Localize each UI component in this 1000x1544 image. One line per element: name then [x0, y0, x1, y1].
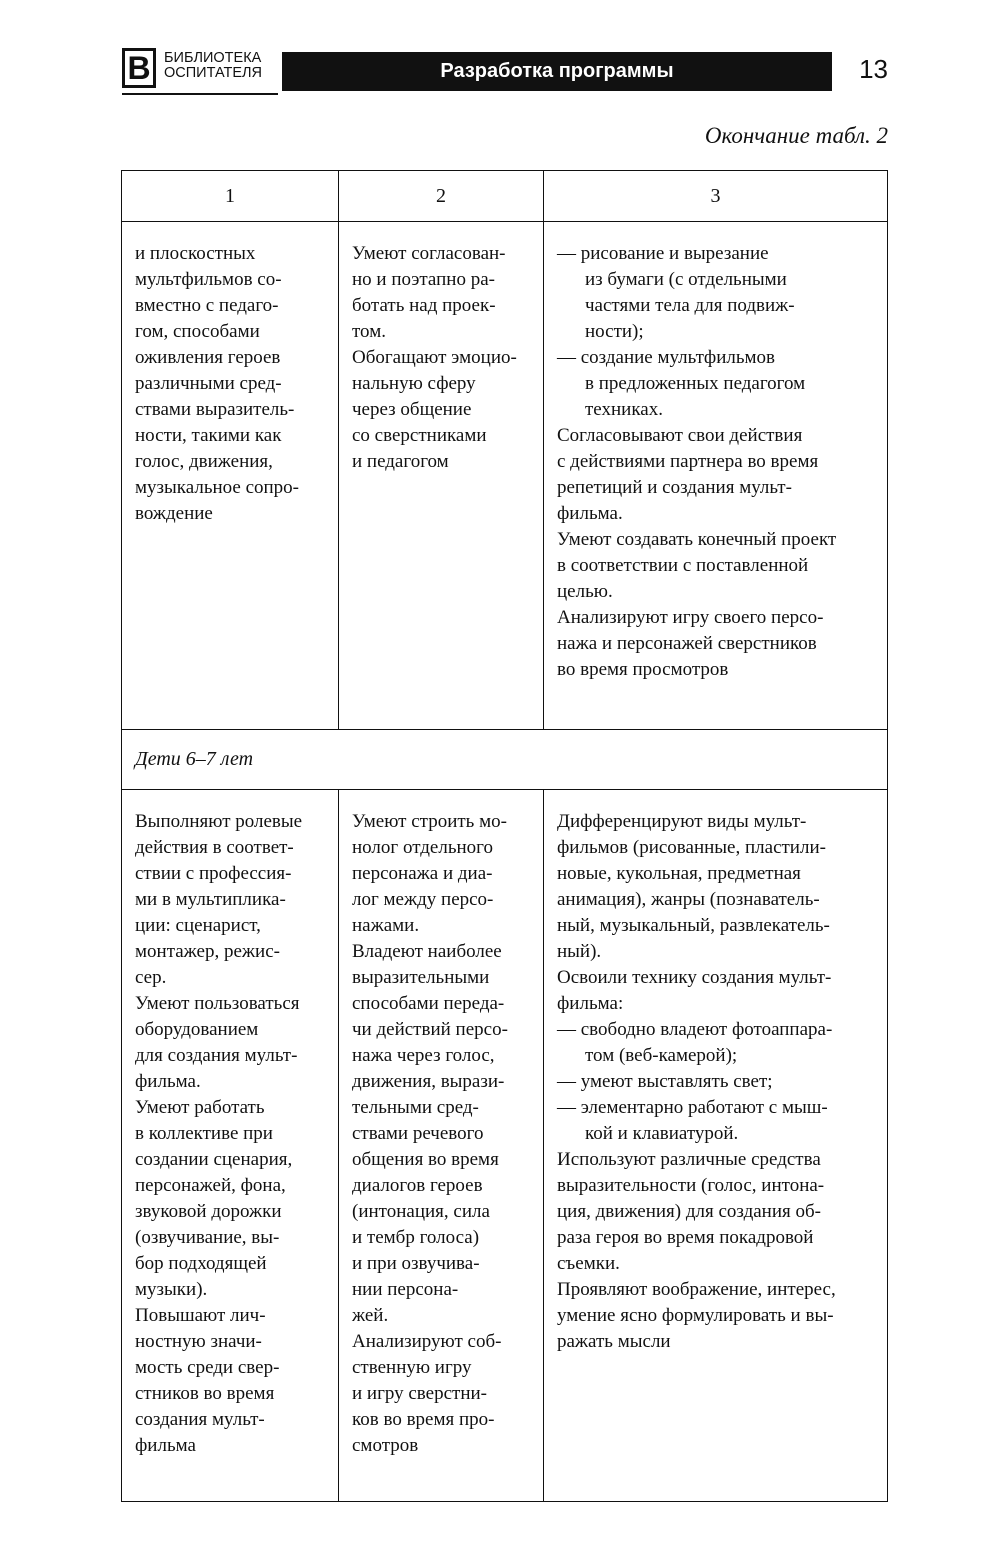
cell-text-line: лог между персо-: [352, 889, 494, 910]
table-row: [122, 222, 888, 730]
cell-text-line: — рисование и вырезание: [557, 243, 769, 264]
cell-text-line: голос, движения,: [135, 451, 273, 472]
table-cell: [339, 222, 544, 730]
cell-text-line: Выполняют ролевые: [135, 811, 303, 832]
cell-text-line: новые, кукольная, предметная: [557, 863, 801, 884]
cell-text-line: — создание мультфильмов: [557, 347, 775, 368]
column-header-3: 3: [544, 171, 888, 222]
section-title: Разработка программы: [440, 60, 674, 82]
cell-text-line: ный, музыкальный, развлекатель-: [557, 915, 830, 936]
column-header-1: 1: [122, 171, 339, 222]
cell-text-line: выразительности (голос, интона-: [557, 1175, 825, 1196]
cell-text-line: техниках.: [585, 399, 663, 420]
cell-text-line: фильмов (рисованные, пластили-: [557, 837, 826, 858]
cell-text-line: музыкальное сопро-: [135, 477, 299, 498]
library-logo: [122, 48, 156, 88]
cell-text-line: во время просмотров: [557, 659, 729, 680]
cell-text-line: Умеют работать: [135, 1097, 265, 1118]
cell-text-line: кой и клавиатурой.: [585, 1123, 739, 1144]
cell-text-line: нии персона-: [352, 1279, 459, 1300]
cell-text-line: в коллективе при: [135, 1123, 273, 1144]
cell-text-line: Согласовывают свои действия: [557, 425, 803, 446]
cell-text-line: частями тела для подвиж-: [585, 295, 795, 316]
cell-text-line: и тембр голоса): [352, 1227, 480, 1248]
cell-text-line: Проявляют воображение, интерес,: [557, 1279, 836, 1300]
cell-text-line: общения во время: [352, 1149, 499, 1170]
cell-text-line: репетиций и создания мульт-: [557, 477, 792, 498]
cell-text-line: Умеют пользоваться: [135, 993, 300, 1014]
cell-text-line: способами переда-: [352, 993, 505, 1014]
cell-text-line: фильма.: [135, 1071, 201, 1092]
cell-text-line: из бумаги (с отдельными: [585, 269, 787, 290]
logo-text: [164, 51, 262, 81]
cell-text-line: нажами.: [352, 915, 420, 936]
table-cell: [122, 222, 339, 730]
logo-underline: [122, 93, 278, 95]
cell-text-line: нальную сферу: [352, 373, 476, 394]
page-number: 13: [859, 54, 888, 84]
cell-text-line: музыки).: [135, 1279, 208, 1300]
cell-text-line: ственную игру: [352, 1357, 472, 1378]
cell-text-line: создания мульт-: [135, 1409, 265, 1430]
age-group-label: Дети 6–7 лет: [122, 730, 888, 790]
cell-text-line: монтажер, режис-: [135, 941, 280, 962]
cell-text-line: Анализируют игру своего персо-: [557, 607, 824, 628]
program-table: [121, 170, 888, 1502]
cell-text-line: в предложенных педагогом: [585, 373, 806, 394]
cell-text-line: диалогов героев: [352, 1175, 483, 1196]
cell-text-line: (озвучивание, вы-: [135, 1227, 280, 1248]
cell-text-line: целью.: [557, 581, 613, 602]
table-continuation-caption: Окончание табл. 2: [704, 123, 888, 148]
cell-text-line: гом, способами: [135, 321, 260, 342]
cell-text-line: оборудованием: [135, 1019, 259, 1040]
cell-text-line: том.: [352, 321, 386, 342]
cell-text-line: ствами выразитель-: [135, 399, 295, 420]
cell-text-line: нажа через голос,: [352, 1045, 495, 1066]
cell-text-line: — свободно владеют фотоаппара-: [557, 1019, 833, 1040]
column-header-2: 2: [339, 171, 544, 222]
cell-text-line: и педагогом: [352, 451, 449, 472]
cell-text-line: бор подходящей: [135, 1253, 267, 1274]
cell-text-line: раза героя во время покадровой: [557, 1227, 814, 1248]
cell-text-line: жей.: [352, 1305, 389, 1326]
cell-text-line: персонажей, фона,: [135, 1175, 286, 1196]
cell-text-line: ков во время про-: [352, 1409, 495, 1430]
cell-text-line: и игру сверстни-: [352, 1383, 488, 1404]
cell-text-line: Дифференцируют виды мульт-: [557, 811, 807, 832]
cell-text-line: создании сценария,: [135, 1149, 293, 1170]
page-header: [122, 48, 888, 94]
cell-text-line: — умеют выставлять свет;: [557, 1071, 773, 1092]
cell-text-line: Владеют наиболее: [352, 941, 502, 962]
cell-text-line: оживления героев: [135, 347, 281, 368]
cell-text-line: звуковой дорожки: [135, 1201, 282, 1222]
cell-text-line: фильма:: [557, 993, 624, 1014]
cell-text-line: сер.: [135, 967, 167, 988]
cell-text-line: Повышают лич-: [135, 1305, 266, 1326]
cell-text-line: с действиями партнера во время: [557, 451, 819, 472]
table-cell: [339, 790, 544, 1502]
cell-text-line: — элементарно работают с мыш-: [557, 1097, 828, 1118]
cell-text-line: со сверстниками: [352, 425, 487, 446]
cell-text-line: анимация), жанры (познаватель-: [557, 889, 820, 910]
cell-text-line: фильма: [135, 1435, 196, 1456]
section-title-bar: [282, 52, 832, 91]
cell-text-line: ствами речевого: [352, 1123, 484, 1144]
cell-text-line: вместно с педаго-: [135, 295, 279, 316]
cell-text-line: съемки.: [557, 1253, 620, 1274]
cell-text-line: ция, движения) для создания об-: [557, 1201, 821, 1222]
cell-text-line: персонажа и диа-: [352, 863, 493, 884]
cell-text-line: в соответствии с поставленной: [557, 555, 809, 576]
cell-text-line: для создания мульт-: [135, 1045, 298, 1066]
cell-text-line: мультфильмов со-: [135, 269, 282, 290]
cell-text-line: вождение: [135, 503, 213, 524]
cell-text-line: мость среди свер-: [135, 1357, 280, 1378]
cell-text-line: смотров: [352, 1435, 419, 1456]
cell-text-line: выразительными: [352, 967, 490, 988]
cell-text-line: стников во время: [135, 1383, 275, 1404]
cell-text-line: ностную значи-: [135, 1331, 262, 1352]
cell-text-line: нажа и персонажей сверстников: [557, 633, 817, 654]
cell-text-line: действия в соответ-: [135, 837, 294, 858]
table-cell: [544, 790, 888, 1502]
cell-text-line: том (веб-камерой);: [585, 1045, 738, 1066]
cell-text-line: фильма.: [557, 503, 623, 524]
cell-text-line: различными сред-: [135, 373, 282, 394]
cell-text-line: Анализируют соб-: [352, 1331, 502, 1352]
cell-text-line: через общение: [352, 399, 472, 420]
logo-line-2: ОСПИТАТЕЛЯ: [164, 65, 263, 81]
logo-letter: В: [127, 50, 151, 86]
table-row: [122, 790, 888, 1502]
cell-text-line: умение ясно формулировать и вы-: [557, 1305, 834, 1326]
cell-text-line: ности);: [585, 321, 644, 342]
cell-text-line: ми в мультиплика-: [135, 889, 286, 910]
cell-text-line: Умеют строить мо-: [352, 811, 507, 832]
cell-text-line: чи действий персо-: [352, 1019, 508, 1040]
cell-text-line: и при озвучива-: [352, 1253, 480, 1274]
age-group-row: [122, 730, 888, 790]
table-header-row: [122, 171, 888, 222]
cell-text-line: ствии с профессия-: [135, 863, 292, 884]
table-cell: [122, 790, 339, 1502]
cell-text-line: ности, такими как: [135, 425, 282, 446]
cell-text-line: но и поэтапно ра-: [352, 269, 495, 290]
cell-text-line: Умеют согласован-: [352, 243, 506, 264]
cell-text-line: (интонация, сила: [352, 1201, 490, 1222]
cell-text-line: нолог отдельного: [352, 837, 493, 858]
cell-text-line: Умеют создавать конечный проект: [557, 529, 837, 550]
cell-text-line: Обогащают эмоцио-: [352, 347, 517, 368]
cell-text-line: ражать мысли: [557, 1331, 671, 1352]
cell-text-line: Освоили технику создания мульт-: [557, 967, 832, 988]
cell-text-line: и плоскостных: [135, 243, 256, 264]
cell-text-line: Используют различные средства: [557, 1149, 821, 1170]
cell-text-line: тельными сред-: [352, 1097, 479, 1118]
logo-line-1: БИБЛИОТЕКА: [164, 50, 262, 66]
table-cell: [544, 222, 888, 730]
cell-text-line: движения, вырази-: [352, 1071, 505, 1092]
cell-text-line: ции: сценарист,: [135, 915, 261, 936]
cell-text-line: ный).: [557, 941, 602, 962]
cell-text-line: ботать над проек-: [352, 295, 496, 316]
